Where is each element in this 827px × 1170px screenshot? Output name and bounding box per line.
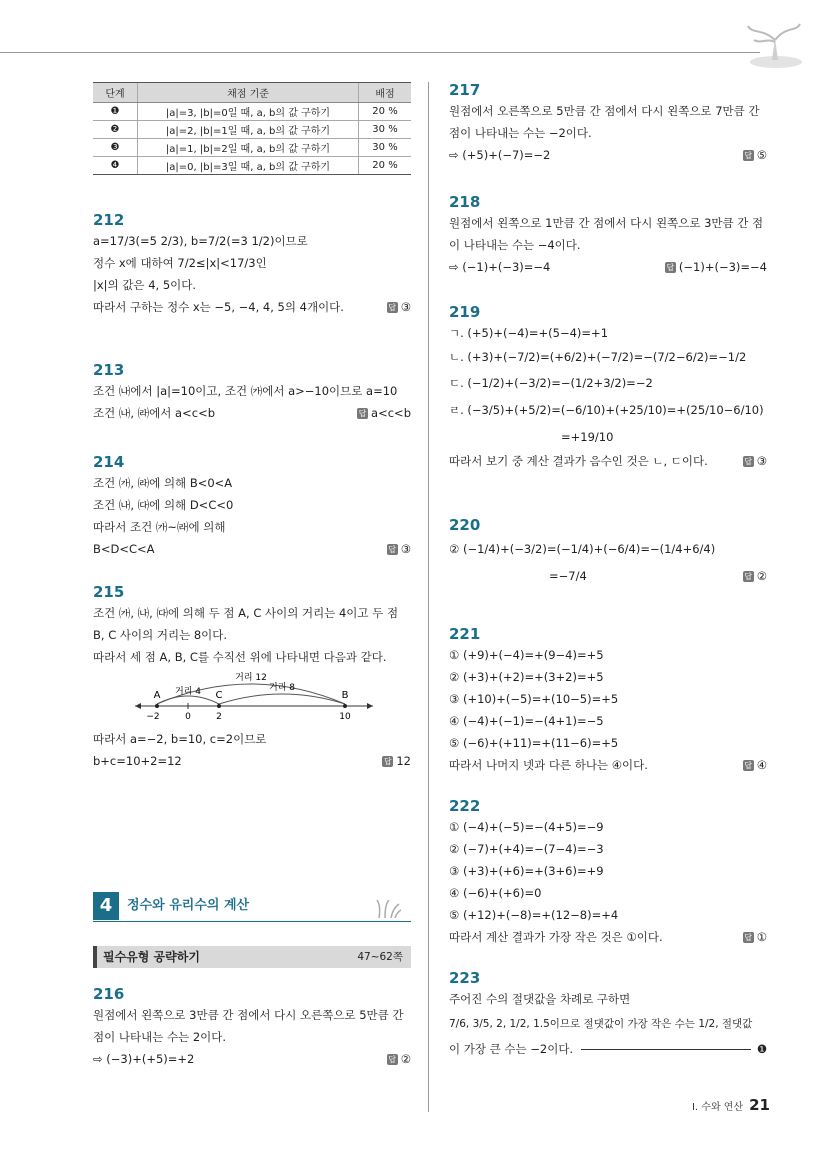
problem-number: 220 — [449, 516, 481, 534]
solution-line: ㄷ. (−1/2)+(−3/2)=−(1/2+3/2)=−2 — [449, 376, 653, 390]
solution-line: =+19/10 — [561, 430, 614, 444]
solution-line: ㄴ. (+3)+(−7/2)=(+6/2)+(−7/2)=−(7/2−6/2)=−1/2 — [449, 350, 747, 364]
solution-line — [93, 1048, 411, 1070]
problem-215 — [93, 582, 411, 772]
answer-value: ④ — [756, 758, 767, 772]
step-marker: ❶ — [756, 1042, 767, 1056]
problem-219 — [449, 302, 767, 472]
section-header — [93, 892, 411, 920]
answer — [743, 563, 767, 589]
problem-214 — [93, 452, 411, 560]
answer — [387, 296, 411, 318]
footer-section: I. 수와 연산 — [691, 1102, 744, 1113]
solution-line — [449, 256, 767, 278]
problem-216 — [93, 984, 411, 1070]
solution-text: 따라서 구하는 정수 x는 −5, −4, 4, 5의 4개이다. — [93, 300, 344, 314]
tick-label: −2 — [146, 712, 160, 722]
solution-line: ② (+3)+(+2)=+(3+2)=+5 — [449, 670, 604, 684]
distance-label: 거리 4 — [175, 687, 201, 697]
answer-value: ③ — [400, 300, 411, 314]
problem-213 — [93, 360, 411, 424]
solution-line: 점이 나타내는 수는 −2이다. — [449, 126, 592, 140]
subsection-pages: 47~62쪽 — [357, 951, 403, 963]
point-label: C — [215, 690, 223, 701]
problem-number: 221 — [449, 625, 481, 643]
subsection-title: 필수유형 공략하기 — [103, 950, 200, 964]
answer — [382, 750, 411, 772]
problem-218 — [449, 192, 767, 278]
number-line — [93, 670, 411, 722]
solution-line: ① (+9)+(−4)=+(9−4)=+5 — [449, 648, 604, 662]
table-row — [93, 121, 411, 139]
answer-badge: 답 — [383, 757, 392, 766]
table-cell: |a|=1, |b|=2일 때, a, b의 값 구하기 — [138, 139, 359, 157]
answer-value: ② — [756, 569, 767, 583]
tick-label: 10 — [339, 712, 351, 722]
solution-text: =−7/4 — [549, 569, 587, 583]
answer — [665, 256, 767, 278]
answer-value: ② — [400, 1052, 411, 1066]
solution-line: ① (−4)+(−5)=−(4+5)=−9 — [449, 820, 604, 834]
tick-label: 0 — [185, 712, 191, 722]
solution-line: a=17/3(=5 2/3), b=7/2(=3 1/2)이므로 — [93, 234, 308, 248]
answer-badge: 답 — [744, 457, 753, 466]
section-rule — [93, 921, 411, 922]
solution-line: 7/6, 3/5, 2, 1/2, 1.5이므로 절댓값이 가장 작은 수는 1/2, 절댓값 — [449, 1018, 753, 1030]
problem-number: 214 — [93, 453, 125, 471]
solution-line — [93, 750, 411, 772]
table-header: 단계 — [93, 83, 138, 103]
top-rule — [0, 52, 760, 53]
answer-value: a<c<b — [371, 406, 411, 420]
solution-line: 원점에서 오른쪽으로 5만큼 간 점에서 다시 왼쪽으로 7만큼 간 — [449, 104, 760, 118]
answer-value: 12 — [396, 754, 411, 768]
solution-line: 조건 ㈏, ㈐에 의해 D<C<0 — [93, 498, 234, 512]
answer-badge: 답 — [744, 933, 753, 942]
solution-line: ⑤ (+12)+(−8)=+(12−8)=+4 — [449, 908, 619, 922]
answer — [387, 1048, 411, 1070]
answer-value: (−1)+(−3)=−4 — [678, 260, 767, 274]
answer — [743, 144, 767, 166]
solution-line: ③ (+3)+(+6)=+(3+6)=+9 — [449, 864, 604, 878]
tick-label: 2 — [216, 712, 222, 722]
distance-label: 거리 12 — [235, 673, 267, 683]
page-footer — [680, 1096, 770, 1116]
solution-line: 조건 ㈏에서 |a|=10이고, 조건 ㈎에서 a>−10이므로 a=10 — [93, 384, 398, 398]
table-header: 채점 기준 — [138, 83, 359, 103]
problem-number: 216 — [93, 985, 125, 1003]
table-cell: 30 % — [359, 121, 412, 139]
answer-value: ⑤ — [756, 148, 767, 162]
column-divider — [428, 82, 429, 1112]
solution-line: ④ (−4)+(−1)=−(4+1)=−5 — [449, 714, 604, 728]
solution-line: 따라서 a=−2, b=10, c=2이므로 — [93, 732, 267, 746]
problem-number: 219 — [449, 303, 481, 321]
table-row — [93, 103, 411, 121]
solution-line — [93, 538, 411, 560]
solution-line: 주어진 수의 절댓값을 차례로 구하면 — [449, 992, 631, 1006]
solution-line: |x|의 값은 4, 5이다. — [93, 278, 197, 292]
solution-line: 점이 나타내는 수는 2이다. — [93, 1030, 227, 1044]
answer-badge: 답 — [744, 151, 753, 160]
table-cell: ❹ — [93, 157, 138, 175]
table-cell: ❸ — [93, 139, 138, 157]
table-cell: 30 % — [359, 139, 412, 157]
solution-line: ④ (−6)+(+6)=0 — [449, 886, 542, 900]
solution-line: ② (−7)+(+4)=−(7−4)=−3 — [449, 842, 604, 856]
solution-line — [449, 563, 767, 589]
table-cell: |a|=3, |b|=0일 때, a, b의 값 구하기 — [138, 103, 359, 121]
solution-text: ⇨ (−3)+(+5)=+2 — [93, 1052, 195, 1066]
table-cell: 20 % — [359, 103, 412, 121]
solution-line — [449, 144, 767, 166]
solution-line: ㄱ. (+5)+(−4)=+(5−4)=+1 — [449, 326, 609, 340]
page-number: 21 — [749, 1096, 770, 1114]
scoring-table — [93, 82, 411, 175]
table-cell: 20 % — [359, 157, 412, 175]
solution-line — [449, 450, 767, 472]
answer — [743, 450, 767, 472]
solution-text: B<D<C<A — [93, 542, 155, 556]
table-cell: |a|=2, |b|=1일 때, a, b의 값 구하기 — [138, 121, 359, 139]
problem-212 — [93, 210, 411, 318]
solution-line: 원점에서 왼쪽으로 3만큼 간 점에서 다시 오른쪽으로 5만큼 간 — [93, 1008, 404, 1022]
distance-label: 거리 8 — [269, 683, 295, 693]
problem-number: 212 — [93, 211, 125, 229]
solution-line: ② (−1/4)+(−3/2)=(−1/4)+(−6/4)=−(1/4+6/4) — [449, 542, 716, 556]
solution-text: ⇨ (−1)+(−3)=−4 — [449, 260, 551, 274]
point-label: B — [341, 690, 349, 701]
problem-222 — [449, 796, 767, 948]
subsection-header — [93, 946, 411, 968]
grass-decoration-icon — [375, 900, 401, 918]
solution-text: 조건 ㈏, ㈑에서 a<c<b — [93, 406, 215, 420]
solution-line: ③ (+10)+(−5)=+(10−5)=+5 — [449, 692, 619, 706]
problem-221 — [449, 624, 767, 776]
answer-badge: 답 — [388, 1055, 397, 1064]
answer-badge: 답 — [388, 545, 397, 554]
table-cell: ❷ — [93, 121, 138, 139]
left-column — [93, 82, 411, 175]
solution-line — [449, 926, 767, 948]
answer-badge: 답 — [388, 303, 397, 312]
solution-line — [93, 296, 411, 318]
point-label: A — [153, 690, 161, 701]
problem-number: 222 — [449, 797, 481, 815]
answer-badge: 답 — [744, 572, 753, 581]
step-leader-line — [581, 1049, 751, 1050]
answer — [357, 402, 411, 424]
problem-number: 217 — [449, 81, 481, 99]
solution-line: 원점에서 왼쪽으로 1만큼 간 점에서 다시 왼쪽으로 3만큼 간 점 — [449, 216, 764, 230]
number-line-figure — [93, 670, 411, 722]
table-row — [93, 139, 411, 157]
solution-line — [449, 1038, 767, 1060]
solution-line: B, C 사이의 거리는 8이다. — [93, 628, 228, 642]
solution-line: 따라서 세 점 A, B, C를 수직선 위에 나타내면 다음과 같다. — [93, 650, 387, 664]
answer — [743, 926, 767, 948]
problem-217 — [449, 80, 767, 166]
solution-line: 따라서 조건 ㈎~㈑에 의해 — [93, 520, 226, 534]
section-title: 정수와 유리수의 계산 — [127, 898, 250, 913]
solution-text: 따라서 계산 결과가 가장 작은 것은 ①이다. — [449, 930, 663, 944]
solution-line — [93, 402, 411, 424]
solution-text: 따라서 보기 중 계산 결과가 음수인 것은 ㄴ, ㄷ이다. — [449, 454, 708, 468]
tree-decoration-icon — [742, 18, 804, 70]
solution-line — [449, 754, 767, 776]
solution-text: 따라서 나머지 넷과 다른 하나는 ④이다. — [449, 758, 648, 772]
solution-line: 이 나타내는 수는 −4이다. — [449, 238, 581, 252]
solution-text: ⇨ (+5)+(−7)=−2 — [449, 148, 551, 162]
solution-text: b+c=10+2=12 — [93, 754, 182, 768]
table-row — [93, 157, 411, 175]
problem-number: 218 — [449, 193, 481, 211]
table-cell: |a|=0, |b|=3일 때, a, b의 값 구하기 — [138, 157, 359, 175]
answer — [743, 754, 767, 776]
answer-value: ③ — [400, 542, 411, 556]
table-header: 배점 — [359, 83, 412, 103]
problem-223 — [449, 968, 767, 1060]
answer-badge: 답 — [358, 409, 367, 418]
subsection-bar — [93, 946, 97, 968]
solution-line: ⑤ (−6)+(+11)=+(11−6)=+5 — [449, 736, 619, 750]
answer-badge: 답 — [666, 263, 675, 272]
answer-value: ③ — [756, 454, 767, 468]
problem-220 — [449, 515, 767, 589]
problem-number: 213 — [93, 361, 125, 379]
problem-number: 215 — [93, 583, 125, 601]
answer — [387, 538, 411, 560]
solution-text: 이 가장 큰 수는 −2이다. — [449, 1042, 574, 1056]
answer-badge: 답 — [744, 761, 753, 770]
solution-line: ㄹ. (−3/5)+(+5/2)=(−6/10)+(+25/10)=+(25/10−6/10) — [449, 403, 764, 417]
answer-value: ① — [756, 930, 767, 944]
solution-line: 정수 x에 대하여 7/2≤|x|<17/3인 — [93, 256, 267, 270]
solution-line: 조건 ㈎, ㈑에 의해 B<0<A — [93, 476, 233, 490]
problem-number: 223 — [449, 969, 481, 987]
solution-line: 조건 ㈎, ㈏, ㈐에 의해 두 점 A, C 사이의 거리는 4이고 두 점 — [93, 606, 399, 620]
section-number: 4 — [93, 892, 119, 920]
table-cell: ❶ — [93, 103, 138, 121]
